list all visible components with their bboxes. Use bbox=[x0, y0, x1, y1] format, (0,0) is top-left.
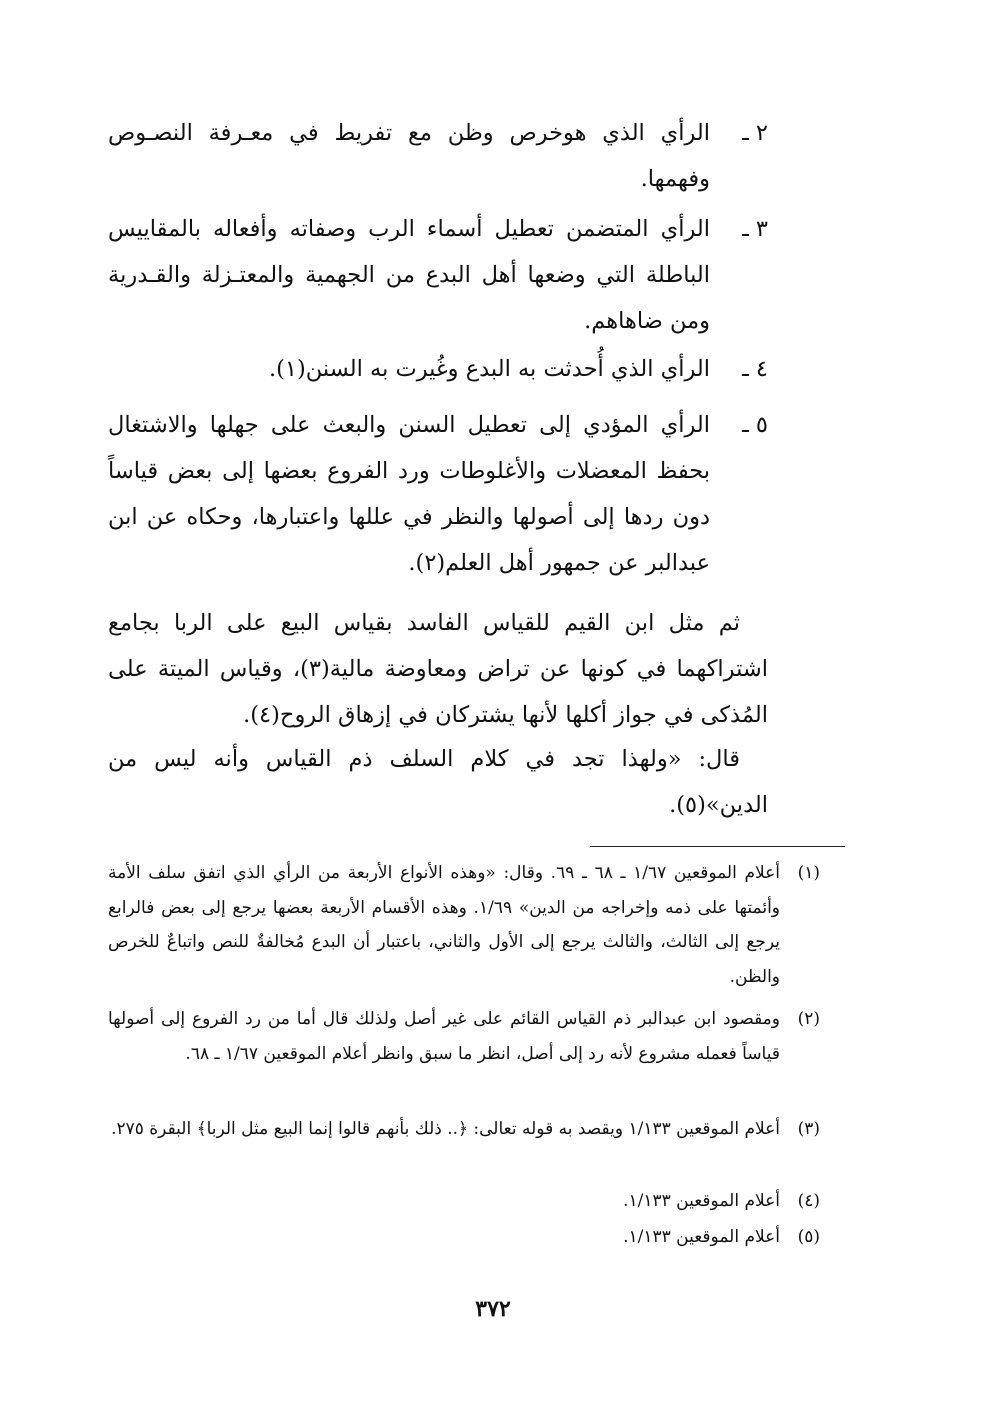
list-item-number: ٣ ـ bbox=[742, 216, 768, 242]
footnote-number: (٢) bbox=[797, 1009, 820, 1029]
list-item bbox=[108, 402, 768, 586]
footnote-number: (٤) bbox=[797, 1191, 820, 1211]
list-item-text: الرأي الذي أُحدثت به البدع وغُيرت به السنن(١). bbox=[268, 356, 710, 382]
list-item-number: ٤ ـ bbox=[742, 356, 768, 382]
footnote bbox=[108, 1112, 820, 1147]
list-item-number: ٥ ـ bbox=[742, 412, 768, 438]
footnote-text: أعلام الموقعين ١/١٣٣. bbox=[623, 1191, 780, 1211]
footnote-text: ومقصود ابن عبدالبر ذم القياس القائم على غير أصل ولذلك قال أما من رد الفروع إلى أصولها قياساً فعمله مشروع لأنه رد إلى أصل، انظر ما سبق وانظر أعلام الموقعين ١/٦٧ ـ ٦٨. bbox=[108, 1009, 780, 1064]
list-item-text: الرأي الذي هوخرص وظن مع تفريط في معـرفة النصـوص وفهمها. bbox=[108, 120, 710, 192]
body-paragraph bbox=[108, 600, 768, 738]
paragraph-text: قال: «ولهذا تجد في كلام السلف ذم القياس وأنه ليس من الدين»(٥). bbox=[108, 746, 768, 818]
footnote-number: (٥) bbox=[797, 1227, 820, 1247]
footnote-text: أعلام الموقعين ١/١٣٣. bbox=[623, 1227, 780, 1247]
page-number: ٣٧٢ bbox=[475, 1296, 511, 1322]
footnote-number: (١) bbox=[797, 863, 820, 883]
list-item-text: الرأي المتضمن تعطيل أسماء الرب وصفاته وأفعاله بالمقاييس الباطلة التي وضعها أهل البدع من الجهمية والمعتـزلة والقـدرية ومن ضاهاهم. bbox=[108, 216, 710, 334]
list-item-number: ٢ ـ bbox=[742, 120, 768, 146]
footnote bbox=[108, 1220, 820, 1255]
footnote-text: أعلام الموقعين ١/١٣٣ ويقصد به قوله تعالى: ﴿.. ذلك بأنهم قالوا إنما البيع مثل الربا﴾ البقرة ٢٧٥. bbox=[111, 1119, 780, 1139]
body-paragraph bbox=[108, 736, 768, 828]
list-item bbox=[108, 110, 768, 202]
paragraph-text: ثم مثل ابن القيم للقياس الفاسد بقياس البيع على الربا بجامع اشتراكهما في كونها عن تراض ومعاوضة مالية(٣)، وقياس الميتة على المُذكى في جواز أكلها لأنها يشتركان في إزهاق الروح(٤). bbox=[108, 610, 768, 728]
footnote bbox=[108, 856, 820, 994]
footnote-separator bbox=[590, 846, 845, 847]
list-item bbox=[108, 346, 768, 392]
footnote bbox=[108, 1002, 820, 1071]
list-item-text: الرأي المؤدي إلى تعطيل السنن والبعث على جهلها والاشتغال بحفظ المعضلات والأغلوطات ورد الفروع بعضها إلى بعض قياساً دون ردها إلى أصولها والنظر في عللها واعتبارها، وحكاه عن ابن عبدالبر عن جمهور أهل العلم(٢). bbox=[108, 412, 710, 576]
footnote-text: أعلام الموقعين ١/٦٧ ـ ٦٨ ـ ٦٩. وقال: «وهذه الأنواع الأربعة من الرأي الذي اتفق سلف الأمة وأئمتها على ذمه وإخراجه من الدين» ١/٦٩. وهذه الأقسام الأربعة بعضها يرجع إلى بعض فالرابع يرجع إلى الثالث، والثالث يرجع إلى الأول والثاني، باعتبار أن البدع مُخالفةٌ للنص واتباعٌ للخرص والظن. bbox=[108, 863, 781, 987]
footnote-number: (٣) bbox=[797, 1119, 820, 1139]
list-item bbox=[108, 206, 768, 344]
footnote bbox=[108, 1184, 820, 1219]
